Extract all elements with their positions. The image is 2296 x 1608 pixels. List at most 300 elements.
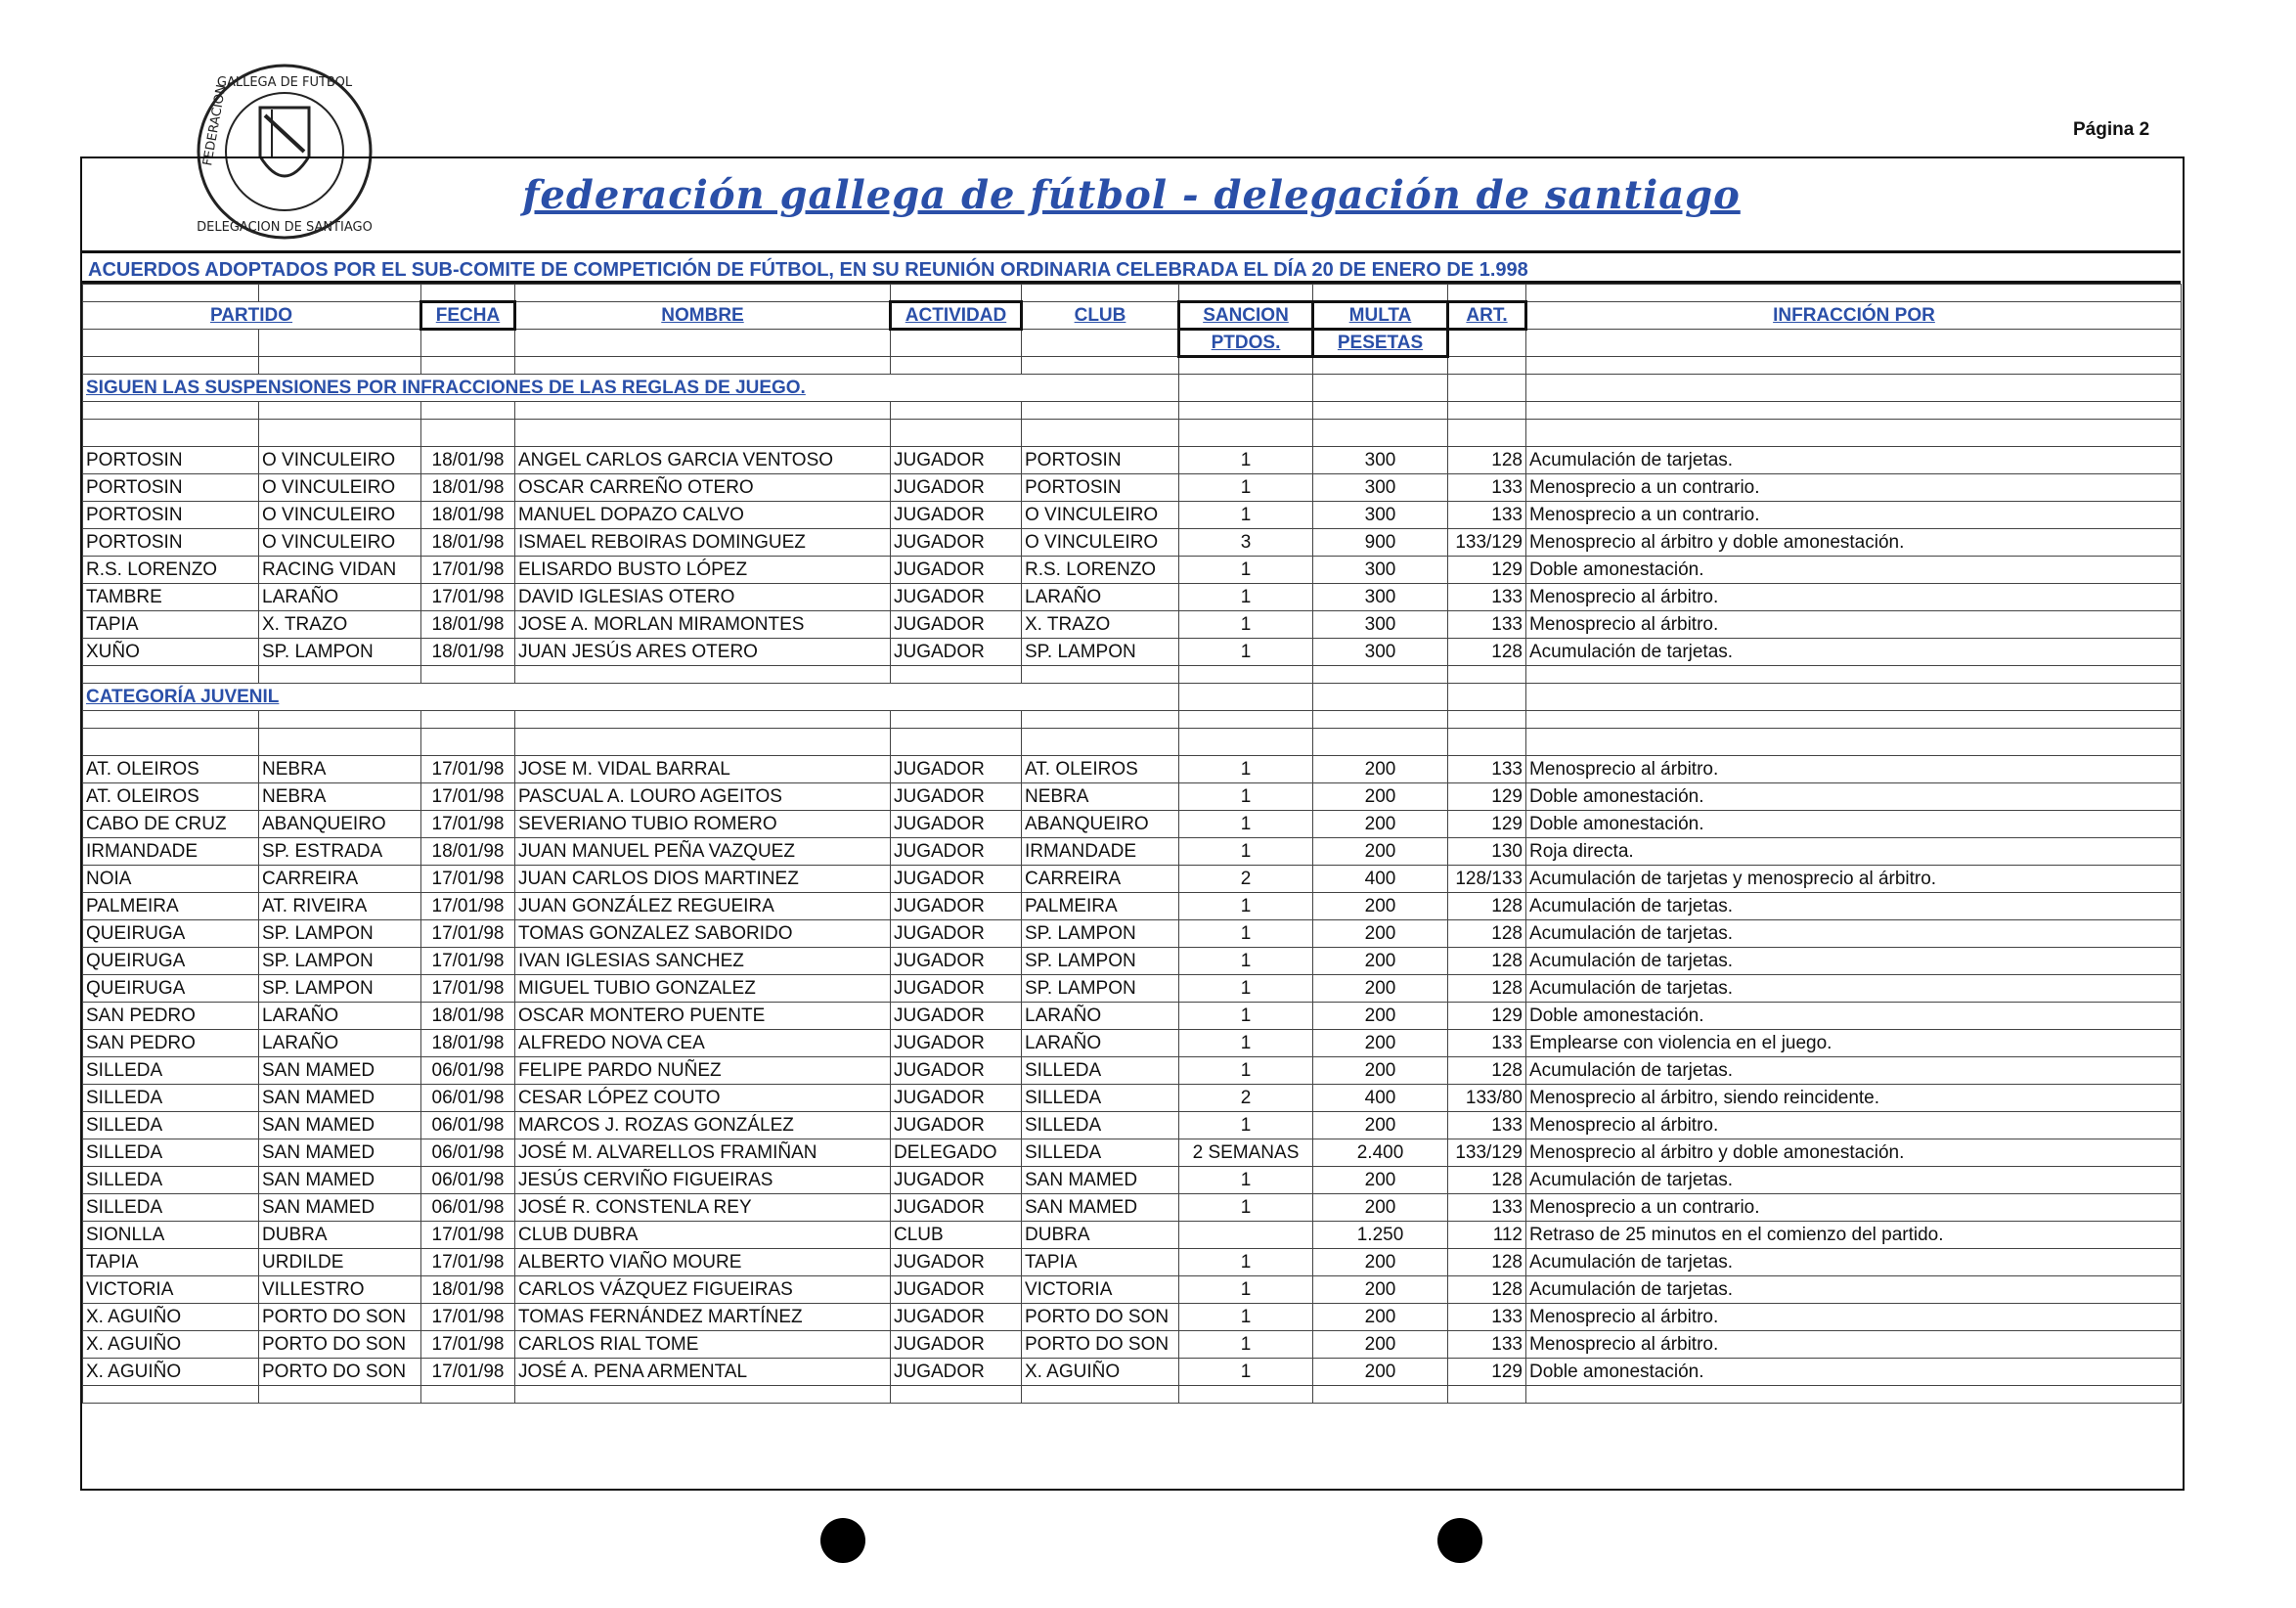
cell-visitante: SAN MAMED xyxy=(259,1167,421,1194)
table-row xyxy=(83,783,2182,811)
cell-art: 128 xyxy=(1448,920,1526,948)
cell-multa: 200 xyxy=(1313,893,1448,920)
cell-nombre: JOSE M. VIDAL BARRAL xyxy=(515,756,891,783)
col-subheader-pesetas: PESETAS xyxy=(1313,330,1448,357)
cell-fecha: 17/01/98 xyxy=(421,811,515,838)
cell-multa: 200 xyxy=(1313,1359,1448,1386)
sanctions-table xyxy=(82,284,2182,1404)
cell-visitante: X. TRAZO xyxy=(259,611,421,639)
cell-visitante: SAN MAMED xyxy=(259,1139,421,1167)
section-title: CATEGORÍA JUVENIL xyxy=(83,684,1179,711)
cell-art: 128 xyxy=(1448,1057,1526,1085)
cell-multa: 300 xyxy=(1313,639,1448,666)
cell-art: 133 xyxy=(1448,474,1526,502)
cell-nombre: CLUB DUBRA xyxy=(515,1222,891,1249)
table-spacer-row xyxy=(83,402,2182,420)
table-row xyxy=(83,529,2182,557)
cell-club: R.S. LORENZO xyxy=(1022,557,1179,584)
cell-visitante: SP. LAMPON xyxy=(259,975,421,1003)
cell-nombre: JUAN MANUEL PEÑA VAZQUEZ xyxy=(515,838,891,866)
cell-local: SAN PEDRO xyxy=(83,1030,259,1057)
cell-nombre: MARCOS J. ROZAS GONZÁLEZ xyxy=(515,1112,891,1139)
cell-art: 128 xyxy=(1448,893,1526,920)
cell-fecha: 17/01/98 xyxy=(421,1359,515,1386)
cell-club: VICTORIA xyxy=(1022,1276,1179,1304)
table-row xyxy=(83,1030,2182,1057)
cell-fecha: 06/01/98 xyxy=(421,1139,515,1167)
cell-infraccion: Menosprecio al árbitro. xyxy=(1526,611,2182,639)
cell-art: 112 xyxy=(1448,1222,1526,1249)
cell-local: PORTOSIN xyxy=(83,447,259,474)
cell-multa: 300 xyxy=(1313,557,1448,584)
cell-actividad: JUGADOR xyxy=(891,1085,1022,1112)
cell-multa: 200 xyxy=(1313,975,1448,1003)
cell-local: SILLEDA xyxy=(83,1139,259,1167)
cell-local: QUEIRUGA xyxy=(83,975,259,1003)
cell-fecha: 06/01/98 xyxy=(421,1085,515,1112)
cell-club: X. TRAZO xyxy=(1022,611,1179,639)
table-row xyxy=(83,557,2182,584)
cell-actividad: JUGADOR xyxy=(891,756,1022,783)
cell-fecha: 18/01/98 xyxy=(421,838,515,866)
table-row xyxy=(83,502,2182,529)
cell-fecha: 06/01/98 xyxy=(421,1057,515,1085)
cell-local: PORTOSIN xyxy=(83,529,259,557)
cell-infraccion: Menosprecio al árbitro, siendo reincidente. xyxy=(1526,1085,2182,1112)
cell-actividad: JUGADOR xyxy=(891,1167,1022,1194)
cell-actividad: JUGADOR xyxy=(891,783,1022,811)
cell-sancion: 1 xyxy=(1179,1276,1313,1304)
cell-art: 129 xyxy=(1448,1003,1526,1030)
cell-visitante: PORTO DO SON xyxy=(259,1359,421,1386)
cell-multa: 200 xyxy=(1313,948,1448,975)
section-header-row xyxy=(83,684,2182,711)
cell-club: SP. LAMPON xyxy=(1022,920,1179,948)
cell-nombre: JUAN JESÚS ARES OTERO xyxy=(515,639,891,666)
cell-actividad: JUGADOR xyxy=(891,1331,1022,1359)
cell-actividad: JUGADOR xyxy=(891,920,1022,948)
cell-nombre: JUAN GONZÁLEZ REGUEIRA xyxy=(515,893,891,920)
cell-art: 128 xyxy=(1448,975,1526,1003)
cell-club: LARAÑO xyxy=(1022,1003,1179,1030)
cell-art: 133 xyxy=(1448,611,1526,639)
cell-multa: 200 xyxy=(1313,1030,1448,1057)
cell-actividad: JUGADOR xyxy=(891,948,1022,975)
table-row xyxy=(83,975,2182,1003)
table-spacer-row xyxy=(83,666,2182,684)
table-row xyxy=(83,1112,2182,1139)
cell-club: SP. LAMPON xyxy=(1022,975,1179,1003)
page-title: federación gallega de fútbol - delegación de santiago xyxy=(522,172,1741,218)
cell-fecha: 17/01/98 xyxy=(421,1222,515,1249)
cell-visitante: DUBRA xyxy=(259,1222,421,1249)
cell-visitante: LARAÑO xyxy=(259,1030,421,1057)
cell-visitante: SAN MAMED xyxy=(259,1194,421,1222)
cell-fecha: 18/01/98 xyxy=(421,447,515,474)
cell-nombre: OSCAR CARREÑO OTERO xyxy=(515,474,891,502)
cell-art: 133 xyxy=(1448,1112,1526,1139)
cell-multa: 300 xyxy=(1313,584,1448,611)
cell-visitante: SAN MAMED xyxy=(259,1057,421,1085)
cell-multa: 400 xyxy=(1313,1085,1448,1112)
cell-infraccion: Menosprecio al árbitro. xyxy=(1526,756,2182,783)
cell-multa: 200 xyxy=(1313,1194,1448,1222)
cell-art: 130 xyxy=(1448,838,1526,866)
cell-club: PORTO DO SON xyxy=(1022,1304,1179,1331)
cell-fecha: 17/01/98 xyxy=(421,866,515,893)
cell-multa: 400 xyxy=(1313,866,1448,893)
cell-fecha: 17/01/98 xyxy=(421,1249,515,1276)
table-spacer-row xyxy=(83,285,2182,302)
cell-local: QUEIRUGA xyxy=(83,920,259,948)
cell-infraccion: Acumulación de tarjetas. xyxy=(1526,975,2182,1003)
cell-visitante: AT. RIVEIRA xyxy=(259,893,421,920)
cell-sancion: 1 xyxy=(1179,1003,1313,1030)
col-header-sancion: SANCION xyxy=(1179,302,1313,330)
cell-visitante: NEBRA xyxy=(259,783,421,811)
cell-visitante: PORTO DO SON xyxy=(259,1304,421,1331)
cell-visitante: SP. LAMPON xyxy=(259,948,421,975)
cell-local: PORTOSIN xyxy=(83,502,259,529)
table-row xyxy=(83,811,2182,838)
table-subheader-row xyxy=(83,330,2182,357)
cell-fecha: 17/01/98 xyxy=(421,1331,515,1359)
cell-infraccion: Menosprecio a un contrario. xyxy=(1526,474,2182,502)
cell-art: 133/80 xyxy=(1448,1085,1526,1112)
cell-club: PORTO DO SON xyxy=(1022,1331,1179,1359)
cell-visitante: LARAÑO xyxy=(259,1003,421,1030)
cell-art: 128 xyxy=(1448,447,1526,474)
cell-visitante: O VINCULEIRO xyxy=(259,474,421,502)
cell-infraccion: Emplearse con violencia en el juego. xyxy=(1526,1030,2182,1057)
table-row xyxy=(83,474,2182,502)
cell-actividad: JUGADOR xyxy=(891,1057,1022,1085)
table-blank-row xyxy=(83,729,2182,756)
col-header-art: ART. xyxy=(1448,302,1526,330)
cell-sancion: 1 xyxy=(1179,756,1313,783)
cell-nombre: ELISARDO BUSTO LÓPEZ xyxy=(515,557,891,584)
cell-art: 129 xyxy=(1448,811,1526,838)
cell-infraccion: Menosprecio al árbitro y doble amonestación. xyxy=(1526,1139,2182,1167)
cell-multa: 200 xyxy=(1313,811,1448,838)
cell-club: DUBRA xyxy=(1022,1222,1179,1249)
cell-visitante: SAN MAMED xyxy=(259,1112,421,1139)
cell-infraccion: Menosprecio al árbitro. xyxy=(1526,584,2182,611)
cell-infraccion: Acumulación de tarjetas. xyxy=(1526,920,2182,948)
cell-fecha: 18/01/98 xyxy=(421,1003,515,1030)
cell-infraccion: Acumulación de tarjetas. xyxy=(1526,893,2182,920)
cell-local: SILLEDA xyxy=(83,1057,259,1085)
cell-local: IRMANDADE xyxy=(83,838,259,866)
cell-actividad: JUGADOR xyxy=(891,1304,1022,1331)
cell-fecha: 17/01/98 xyxy=(421,948,515,975)
cell-sancion: 1 xyxy=(1179,611,1313,639)
cell-actividad: JUGADOR xyxy=(891,502,1022,529)
cell-sancion: 1 xyxy=(1179,1030,1313,1057)
table-row xyxy=(83,866,2182,893)
cell-actividad: JUGADOR xyxy=(891,447,1022,474)
cell-multa: 1.250 xyxy=(1313,1222,1448,1249)
cell-local: X. AGUIÑO xyxy=(83,1304,259,1331)
cell-multa: 2.400 xyxy=(1313,1139,1448,1167)
cell-multa: 200 xyxy=(1313,783,1448,811)
cell-multa: 200 xyxy=(1313,1304,1448,1331)
cell-visitante: RACING VIDAN xyxy=(259,557,421,584)
cell-sancion: 1 xyxy=(1179,920,1313,948)
table-row xyxy=(83,948,2182,975)
cell-sancion: 1 xyxy=(1179,1194,1313,1222)
cell-actividad: JUGADOR xyxy=(891,639,1022,666)
cell-nombre: MIGUEL TUBIO GONZALEZ xyxy=(515,975,891,1003)
cell-club: IRMANDADE xyxy=(1022,838,1179,866)
cell-local: VICTORIA xyxy=(83,1276,259,1304)
cell-infraccion: Menosprecio al árbitro. xyxy=(1526,1112,2182,1139)
cell-club: SP. LAMPON xyxy=(1022,639,1179,666)
section-header-row xyxy=(83,375,2182,402)
cell-multa: 200 xyxy=(1313,1057,1448,1085)
cell-sancion: 1 xyxy=(1179,1304,1313,1331)
svg-text:FEDERACION: FEDERACION xyxy=(200,83,230,167)
cell-art: 133 xyxy=(1448,1304,1526,1331)
table-row xyxy=(83,1304,2182,1331)
cell-multa: 200 xyxy=(1313,1331,1448,1359)
cell-multa: 300 xyxy=(1313,611,1448,639)
cell-sancion: 1 xyxy=(1179,948,1313,975)
cell-local: SIONLLA xyxy=(83,1222,259,1249)
cell-club: ABANQUEIRO xyxy=(1022,811,1179,838)
cell-actividad: JUGADOR xyxy=(891,557,1022,584)
table-row xyxy=(83,1139,2182,1167)
cell-fecha: 18/01/98 xyxy=(421,1276,515,1304)
cell-club: PALMEIRA xyxy=(1022,893,1179,920)
cell-sancion: 1 xyxy=(1179,893,1313,920)
cell-infraccion: Menosprecio al árbitro y doble amonestación. xyxy=(1526,529,2182,557)
cell-sancion: 2 xyxy=(1179,866,1313,893)
cell-local: TAPIA xyxy=(83,611,259,639)
cell-art: 128 xyxy=(1448,1167,1526,1194)
cell-actividad: CLUB xyxy=(891,1222,1022,1249)
cell-club: LARAÑO xyxy=(1022,584,1179,611)
cell-actividad: JUGADOR xyxy=(891,474,1022,502)
cell-visitante: NEBRA xyxy=(259,756,421,783)
cell-sancion: 1 xyxy=(1179,975,1313,1003)
cell-local: SILLEDA xyxy=(83,1112,259,1139)
cell-actividad: JUGADOR xyxy=(891,584,1022,611)
cell-fecha: 17/01/98 xyxy=(421,1304,515,1331)
cell-actividad: JUGADOR xyxy=(891,866,1022,893)
cell-visitante: LARAÑO xyxy=(259,584,421,611)
table-row xyxy=(83,1003,2182,1030)
cell-actividad: JUGADOR xyxy=(891,1194,1022,1222)
cell-visitante: CARREIRA xyxy=(259,866,421,893)
cell-art: 129 xyxy=(1448,1359,1526,1386)
cell-infraccion: Roja directa. xyxy=(1526,838,2182,866)
table-row xyxy=(83,838,2182,866)
cell-sancion: 2 xyxy=(1179,1085,1313,1112)
cell-visitante: URDILDE xyxy=(259,1249,421,1276)
cell-club: PORTOSIN xyxy=(1022,447,1179,474)
cell-club: AT. OLEIROS xyxy=(1022,756,1179,783)
cell-fecha: 17/01/98 xyxy=(421,920,515,948)
cell-infraccion: Menosprecio al árbitro. xyxy=(1526,1331,2182,1359)
cell-nombre: JOSÉ R. CONSTENLA REY xyxy=(515,1194,891,1222)
cell-club: PORTOSIN xyxy=(1022,474,1179,502)
table-row xyxy=(83,1057,2182,1085)
cell-infraccion: Menosprecio al árbitro. xyxy=(1526,1304,2182,1331)
cell-club: SILLEDA xyxy=(1022,1057,1179,1085)
cell-local: X. AGUIÑO xyxy=(83,1331,259,1359)
table-row xyxy=(83,1194,2182,1222)
cell-sancion: 1 xyxy=(1179,811,1313,838)
cell-fecha: 17/01/98 xyxy=(421,584,515,611)
cell-actividad: JUGADOR xyxy=(891,611,1022,639)
cell-local: SAN PEDRO xyxy=(83,1003,259,1030)
table-spacer-row xyxy=(83,711,2182,729)
cell-multa: 200 xyxy=(1313,1167,1448,1194)
table-row xyxy=(83,639,2182,666)
cell-multa: 300 xyxy=(1313,474,1448,502)
cell-visitante: PORTO DO SON xyxy=(259,1331,421,1359)
cell-local: AT. OLEIROS xyxy=(83,756,259,783)
cell-infraccion: Menosprecio a un contrario. xyxy=(1526,1194,2182,1222)
cell-infraccion: Acumulación de tarjetas. xyxy=(1526,1276,2182,1304)
cell-sancion: 1 xyxy=(1179,1249,1313,1276)
cell-actividad: JUGADOR xyxy=(891,1359,1022,1386)
table-blank-row xyxy=(83,420,2182,447)
cell-nombre: ANGEL CARLOS GARCIA VENTOSO xyxy=(515,447,891,474)
cell-actividad: DELEGADO xyxy=(891,1139,1022,1167)
cell-visitante: O VINCULEIRO xyxy=(259,529,421,557)
cell-art: 133 xyxy=(1448,584,1526,611)
cell-nombre: JUAN CARLOS DIOS MARTINEZ xyxy=(515,866,891,893)
table-row xyxy=(83,1222,2182,1249)
cell-infraccion: Acumulación de tarjetas. xyxy=(1526,1167,2182,1194)
cell-infraccion: Acumulación de tarjetas. xyxy=(1526,1249,2182,1276)
cell-nombre: CESAR LÓPEZ COUTO xyxy=(515,1085,891,1112)
cell-local: PORTOSIN xyxy=(83,474,259,502)
cell-local: TAPIA xyxy=(83,1249,259,1276)
cell-art: 129 xyxy=(1448,783,1526,811)
cell-nombre: SEVERIANO TUBIO ROMERO xyxy=(515,811,891,838)
cell-multa: 200 xyxy=(1313,1276,1448,1304)
cell-art: 133 xyxy=(1448,1331,1526,1359)
cell-art: 133 xyxy=(1448,1194,1526,1222)
cell-actividad: JUGADOR xyxy=(891,1003,1022,1030)
cell-club: SILLEDA xyxy=(1022,1112,1179,1139)
table-row xyxy=(83,1085,2182,1112)
cell-nombre: CARLOS RIAL TOME xyxy=(515,1331,891,1359)
cell-sancion: 1 xyxy=(1179,1359,1313,1386)
cell-nombre: JOSÉ M. ALVARELLOS FRAMIÑAN xyxy=(515,1139,891,1167)
cell-sancion: 3 xyxy=(1179,529,1313,557)
cell-multa: 200 xyxy=(1313,920,1448,948)
cell-sancion xyxy=(1179,1222,1313,1249)
cell-club: SAN MAMED xyxy=(1022,1167,1179,1194)
cell-art: 128 xyxy=(1448,948,1526,975)
cell-local: CABO DE CRUZ xyxy=(83,811,259,838)
cell-art: 128/133 xyxy=(1448,866,1526,893)
cell-fecha: 18/01/98 xyxy=(421,529,515,557)
cell-infraccion: Doble amonestación. xyxy=(1526,811,2182,838)
cell-fecha: 06/01/98 xyxy=(421,1194,515,1222)
cell-club: O VINCULEIRO xyxy=(1022,502,1179,529)
cell-sancion: 1 xyxy=(1179,502,1313,529)
cell-art: 128 xyxy=(1448,1276,1526,1304)
cell-local: X. AGUIÑO xyxy=(83,1359,259,1386)
cell-fecha: 18/01/98 xyxy=(421,1030,515,1057)
cell-fecha: 17/01/98 xyxy=(421,893,515,920)
cell-fecha: 06/01/98 xyxy=(421,1112,515,1139)
cell-local: SILLEDA xyxy=(83,1085,259,1112)
table-row xyxy=(83,920,2182,948)
cell-nombre: ALBERTO VIAÑO MOURE xyxy=(515,1249,891,1276)
table-row xyxy=(83,1167,2182,1194)
cell-sancion: 1 xyxy=(1179,1057,1313,1085)
cell-club: X. AGUIÑO xyxy=(1022,1359,1179,1386)
cell-fecha: 18/01/98 xyxy=(421,474,515,502)
table-row xyxy=(83,584,2182,611)
cell-local: TAMBRE xyxy=(83,584,259,611)
cell-club: SP. LAMPON xyxy=(1022,948,1179,975)
table-spacer-row xyxy=(83,1386,2182,1404)
cell-local: SILLEDA xyxy=(83,1194,259,1222)
col-subheader-ptdos: PTDOS. xyxy=(1179,330,1313,357)
col-header-nombre: NOMBRE xyxy=(515,302,891,330)
cell-sancion: 2 SEMANAS xyxy=(1179,1139,1313,1167)
cell-nombre: TOMAS FERNÁNDEZ MARTÍNEZ xyxy=(515,1304,891,1331)
svg-text:DELEGACION DE SANTIAGO: DELEGACION DE SANTIAGO xyxy=(197,220,373,235)
cell-club: CARREIRA xyxy=(1022,866,1179,893)
cell-infraccion: Acumulación de tarjetas. xyxy=(1526,447,2182,474)
cell-multa: 300 xyxy=(1313,502,1448,529)
cell-visitante: SP. LAMPON xyxy=(259,639,421,666)
cell-club: O VINCULEIRO xyxy=(1022,529,1179,557)
punch-hole xyxy=(820,1518,865,1563)
cell-visitante: SP. LAMPON xyxy=(259,920,421,948)
col-header-fecha: FECHA xyxy=(421,302,515,330)
cell-sancion: 1 xyxy=(1179,639,1313,666)
cell-infraccion: Acumulación de tarjetas. xyxy=(1526,639,2182,666)
cell-art: 128 xyxy=(1448,1249,1526,1276)
cell-fecha: 18/01/98 xyxy=(421,639,515,666)
cell-art: 133 xyxy=(1448,756,1526,783)
cell-visitante: SP. ESTRADA xyxy=(259,838,421,866)
document-subtitle: ACUERDOS ADOPTADOS POR EL SUB-COMITE DE COMPETICIÓN DE FÚTBOL, EN SU REUNIÓN ORDINARIA CELEBRADA EL DÍA 20 DE ENERO DE 1.998 xyxy=(82,250,2181,284)
cell-nombre: IVAN IGLESIAS SANCHEZ xyxy=(515,948,891,975)
cell-club: SILLEDA xyxy=(1022,1139,1179,1167)
cell-infraccion: Retraso de 25 minutos en el comienzo del partido. xyxy=(1526,1222,2182,1249)
cell-local: NOIA xyxy=(83,866,259,893)
table-row xyxy=(83,1276,2182,1304)
cell-actividad: JUGADOR xyxy=(891,811,1022,838)
cell-actividad: JUGADOR xyxy=(891,1112,1022,1139)
cell-infraccion: Acumulación de tarjetas y menosprecio al árbitro. xyxy=(1526,866,2182,893)
cell-nombre: MANUEL DOPAZO CALVO xyxy=(515,502,891,529)
cell-infraccion: Doble amonestación. xyxy=(1526,1003,2182,1030)
cell-sancion: 1 xyxy=(1179,1167,1313,1194)
table-row xyxy=(83,447,2182,474)
cell-art: 133 xyxy=(1448,502,1526,529)
cell-art: 133 xyxy=(1448,1030,1526,1057)
cell-fecha: 17/01/98 xyxy=(421,557,515,584)
table-row xyxy=(83,893,2182,920)
cell-sancion: 1 xyxy=(1179,474,1313,502)
cell-nombre: FELIPE PARDO NUÑEZ xyxy=(515,1057,891,1085)
cell-multa: 900 xyxy=(1313,529,1448,557)
cell-sancion: 1 xyxy=(1179,1331,1313,1359)
cell-actividad: JUGADOR xyxy=(891,529,1022,557)
col-header-club: CLUB xyxy=(1022,302,1179,330)
